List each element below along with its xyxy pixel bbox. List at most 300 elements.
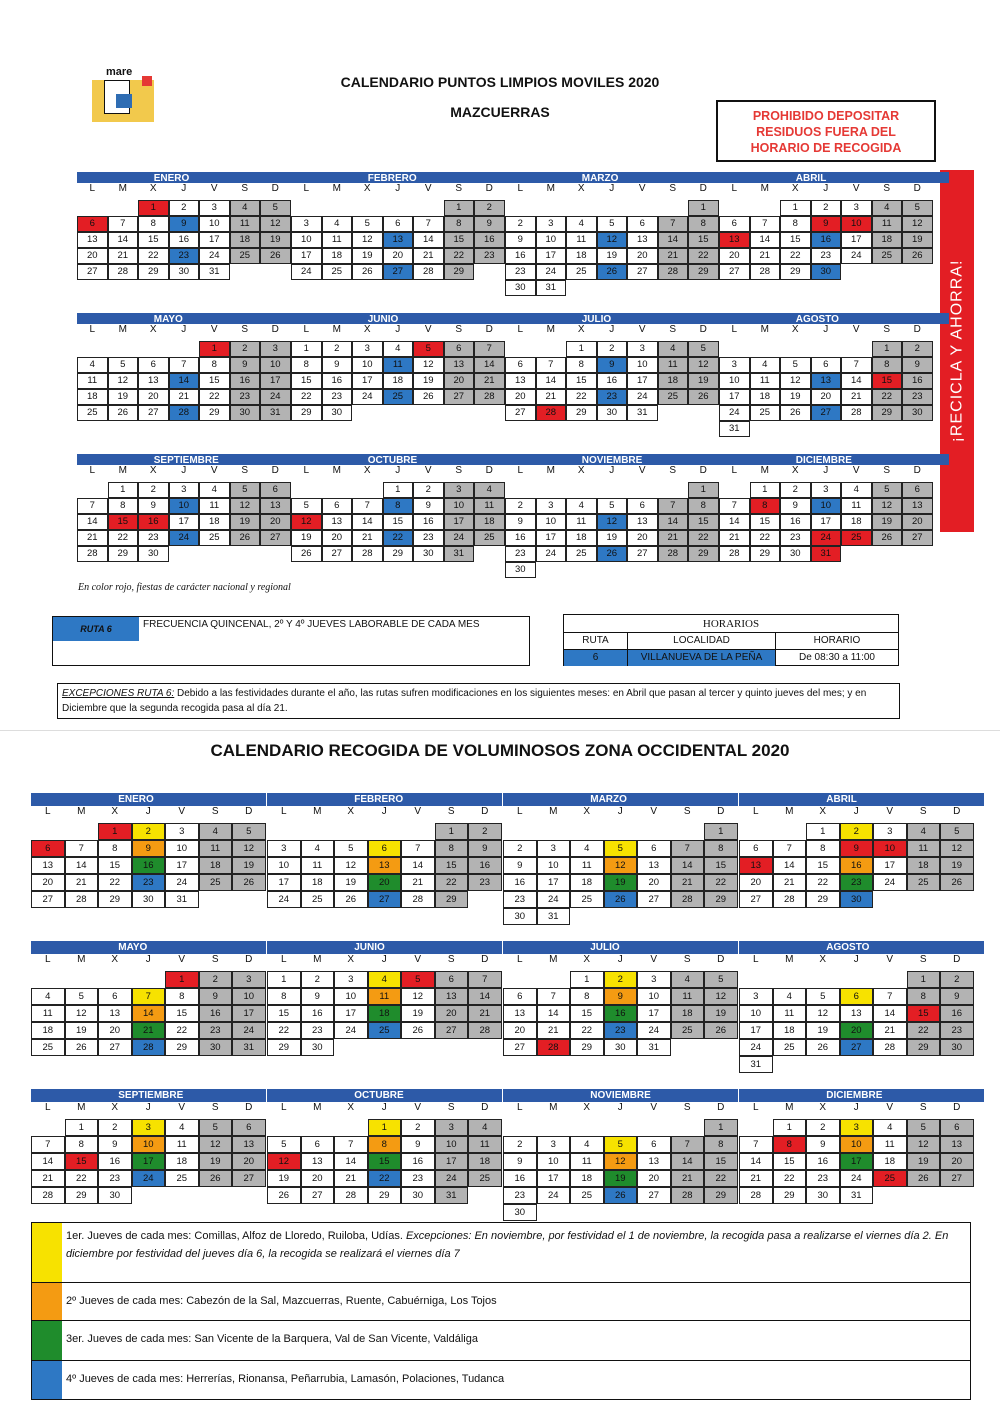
day-cell: 18 (165, 1153, 199, 1170)
day-cell: 27 (637, 891, 671, 908)
day-cell: 5 (597, 216, 628, 232)
day-cell: 3 (841, 200, 872, 216)
weekday-header: L (517, 465, 524, 476)
day-cell: 14 (31, 1153, 65, 1170)
day-cell: 12 (108, 373, 139, 389)
weekday-header: M (546, 183, 555, 194)
day-cell: 24 (291, 264, 322, 280)
day-cell: 9 (474, 216, 505, 232)
day-cell: 16 (503, 1170, 537, 1187)
day-cell: 18 (750, 389, 781, 405)
day-cell: 11 (750, 373, 781, 389)
day-cell: 12 (291, 514, 322, 530)
day-cell: 14 (352, 514, 383, 530)
weekday-header: L (303, 324, 310, 335)
month-name: FEBRERO (354, 794, 404, 805)
day-cell: 11 (566, 514, 597, 530)
weekday-header: L (44, 806, 51, 817)
day-cell: 30 (597, 405, 628, 421)
day-cell: 2 (505, 216, 536, 232)
day-cell: 3 (199, 200, 230, 216)
day-cell: 28 (719, 546, 750, 562)
day-cell: 3 (260, 341, 291, 357)
day-cell: 29 (98, 891, 132, 908)
day-cell: 13 (444, 357, 475, 373)
day-cell: 15 (704, 857, 738, 874)
legend-swatch-orange (32, 1283, 62, 1320)
day-cell: 29 (383, 546, 414, 562)
day-cell: 11 (474, 498, 505, 514)
day-cell: 29 (165, 1039, 199, 1056)
day-cell: 21 (468, 1005, 502, 1022)
day-cell: 31 (199, 264, 230, 280)
day-cell: 1 (773, 1119, 807, 1136)
day-cell: 20 (505, 389, 536, 405)
weekday-header: X (791, 183, 799, 194)
day-cell: 8 (65, 1136, 99, 1153)
day-cell: 26 (352, 264, 383, 280)
day-cell: 25 (301, 891, 335, 908)
day-cell: 25 (474, 530, 505, 546)
day-cell: 4 (773, 988, 807, 1005)
day-cell: 21 (671, 1170, 705, 1187)
day-cell: 12 (597, 514, 628, 530)
day-cell: 12 (872, 498, 903, 514)
weekday-header: J (609, 183, 615, 194)
day-cell: 21 (334, 1170, 368, 1187)
month-bar (31, 941, 266, 954)
day-cell: 13 (31, 857, 65, 874)
day-cell: 19 (872, 514, 903, 530)
day-cell: 25 (570, 891, 604, 908)
day-cell: 9 (401, 1136, 435, 1153)
day-cell: 26 (940, 874, 974, 891)
day-cell: 20 (138, 389, 169, 405)
day-cell: 7 (719, 498, 750, 514)
day-cell: 11 (658, 357, 689, 373)
day-cell: 15 (291, 373, 322, 389)
weekday-header: J (381, 806, 387, 817)
weekday-header: D (913, 324, 921, 335)
day-cell: 23 (940, 1022, 974, 1039)
day-cell: 30 (230, 405, 261, 421)
weekday-header: L (517, 183, 524, 194)
weekday-header: M (760, 465, 769, 476)
weekday-header: J (853, 954, 859, 965)
day-cell: 5 (230, 482, 261, 498)
day-cell: 5 (413, 341, 444, 357)
day-cell: 22 (704, 1170, 738, 1187)
day-cell: 16 (505, 530, 536, 546)
day-cell: 28 (750, 264, 781, 280)
day-cell: 7 (468, 971, 502, 988)
weekday-header: S (447, 806, 455, 817)
day-cell: 9 (413, 498, 444, 514)
legend-swatch-blue (32, 1361, 62, 1399)
weekday-header: X (819, 1102, 827, 1113)
day-cell: 27 (98, 1039, 132, 1056)
day-cell: 11 (907, 840, 941, 857)
day-cell: 30 (505, 562, 536, 578)
day-cell: 7 (671, 1136, 705, 1153)
day-cell: 28 (873, 1039, 907, 1056)
weekday-header: L (89, 324, 96, 335)
day-cell: 6 (368, 840, 402, 857)
day-cell: 11 (368, 988, 402, 1005)
day-cell: 2 (503, 840, 537, 857)
day-cell: 26 (260, 248, 291, 264)
weekday-header: J (617, 1102, 623, 1113)
weekday-header: S (883, 183, 891, 194)
day-cell: 6 (637, 1136, 671, 1153)
day-cell: 17 (199, 232, 230, 248)
day-cell: 10 (132, 1136, 166, 1153)
day-cell: 5 (334, 840, 368, 857)
day-cell: 20 (940, 1153, 974, 1170)
weekday-header: M (785, 954, 794, 965)
weekday-header: V (638, 465, 646, 476)
weekday-header: X (577, 183, 585, 194)
day-cell: 23 (468, 874, 502, 891)
day-cell: 24 (267, 891, 301, 908)
day-cell: 7 (401, 840, 435, 857)
day-cell: 21 (401, 874, 435, 891)
day-cell: 7 (169, 357, 200, 373)
weekday-header: M (549, 954, 558, 965)
day-cell: 8 (199, 357, 230, 373)
day-cell: 3 (536, 216, 567, 232)
day-cell: 12 (230, 498, 261, 514)
day-cell: 15 (570, 1005, 604, 1022)
day-cell: 31 (435, 1187, 469, 1204)
day-cell: 15 (383, 514, 414, 530)
weekday-header: J (381, 954, 387, 965)
weekday-header: L (516, 954, 523, 965)
day-cell: 13 (368, 857, 402, 874)
weekday-header: M (332, 324, 341, 335)
day-cell: 16 (169, 232, 200, 248)
day-cell: 5 (597, 498, 628, 514)
weekday-header: J (609, 324, 615, 335)
day-cell: 16 (811, 232, 842, 248)
weekday-header: V (178, 954, 186, 965)
weekday-header: J (395, 324, 401, 335)
day-cell: 10 (537, 857, 571, 874)
day-cell: 1 (780, 200, 811, 216)
day-cell: 19 (806, 1022, 840, 1039)
weekday-header: J (617, 806, 623, 817)
day-cell: 5 (604, 840, 638, 857)
day-cell: 20 (368, 874, 402, 891)
day-cell: 23 (230, 389, 261, 405)
weekday-header: L (517, 324, 524, 335)
day-cell: 22 (291, 389, 322, 405)
month-bar (31, 793, 266, 806)
day-cell: 12 (688, 357, 719, 373)
day-cell: 27 (138, 405, 169, 421)
day-cell: 2 (604, 971, 638, 988)
day-cell: 23 (474, 248, 505, 264)
day-cell: 26 (688, 389, 719, 405)
day-cell: 26 (806, 1039, 840, 1056)
day-cell: 21 (719, 530, 750, 546)
day-cell: 25 (165, 1170, 199, 1187)
day-cell: 6 (637, 840, 671, 857)
day-cell: 10 (291, 232, 322, 248)
day-cell: 1 (570, 971, 604, 988)
day-cell: 20 (811, 389, 842, 405)
month-bar (267, 793, 502, 806)
day-cell: 28 (31, 1187, 65, 1204)
weekday-header: X (347, 954, 355, 965)
day-cell: 12 (940, 840, 974, 857)
day-cell: 14 (873, 1005, 907, 1022)
day-cell: 19 (108, 389, 139, 405)
day-cell: 27 (503, 1039, 537, 1056)
day-cell: 15 (773, 1153, 807, 1170)
day-cell: 12 (413, 357, 444, 373)
day-cell: 23 (840, 874, 874, 891)
weekday-header: X (363, 324, 371, 335)
col-ruta-header: RUTA (564, 633, 628, 650)
day-cell: 21 (537, 1022, 571, 1039)
day-cell: 26 (230, 530, 261, 546)
day-cell: 22 (570, 1022, 604, 1039)
day-cell: 9 (199, 988, 233, 1005)
day-cell: 8 (688, 498, 719, 514)
legend (31, 1222, 971, 1400)
day-cell: 16 (401, 1153, 435, 1170)
day-cell: 21 (474, 373, 505, 389)
weekday-header: L (44, 954, 51, 965)
day-cell: 23 (169, 248, 200, 264)
day-cell: 4 (658, 341, 689, 357)
day-cell: 28 (773, 891, 807, 908)
day-cell: 23 (811, 248, 842, 264)
day-cell: 23 (505, 546, 536, 562)
day-cell: 21 (841, 389, 872, 405)
day-cell: 29 (907, 1039, 941, 1056)
day-cell: 19 (401, 1005, 435, 1022)
day-cell: 5 (232, 823, 266, 840)
day-cell: 18 (570, 1170, 604, 1187)
day-cell: 18 (31, 1022, 65, 1039)
weekday-header: M (785, 806, 794, 817)
day-cell: 3 (334, 971, 368, 988)
day-cell: 17 (637, 1005, 671, 1022)
day-cell: 17 (169, 514, 200, 530)
weekday-header: V (178, 1102, 186, 1113)
day-cell: 1 (291, 341, 322, 357)
day-cell: 19 (65, 1022, 99, 1039)
weekday-header: V (650, 806, 658, 817)
day-cell: 20 (719, 248, 750, 264)
day-cell: 11 (199, 498, 230, 514)
weekday-header: J (381, 1102, 387, 1113)
legend-2: 2º Jueves de cada mes: Cabezón de la Sal, Mazcuerras, Ruente, Cabuérniga, Los Tojos (66, 1295, 497, 1307)
day-cell: 6 (138, 357, 169, 373)
day-cell: 13 (98, 1005, 132, 1022)
day-cell: 27 (383, 264, 414, 280)
day-cell: 18 (841, 514, 872, 530)
day-cell: 12 (267, 1153, 301, 1170)
day-cell: 4 (566, 216, 597, 232)
weekday-header: V (650, 1102, 658, 1113)
day-cell: 27 (840, 1039, 874, 1056)
day-cell: 28 (536, 405, 567, 421)
day-cell: 6 (503, 988, 537, 1005)
day-cell: 6 (627, 216, 658, 232)
weekday-header: D (717, 1102, 725, 1113)
day-cell: 28 (77, 546, 108, 562)
day-cell: 12 (902, 216, 933, 232)
weekday-header: D (271, 324, 279, 335)
day-cell: 14 (658, 514, 689, 530)
weekday-header: D (245, 806, 253, 817)
day-cell: 2 (597, 341, 628, 357)
day-cell: 6 (719, 216, 750, 232)
day-cell: 19 (597, 530, 628, 546)
day-cell: 18 (671, 1005, 705, 1022)
day-cell: 9 (505, 232, 536, 248)
day-cell: 8 (267, 988, 301, 1005)
day-cell: 29 (199, 405, 230, 421)
weekday-header: X (791, 465, 799, 476)
day-cell: 4 (383, 341, 414, 357)
day-cell: 6 (940, 1119, 974, 1136)
day-cell: 14 (334, 1153, 368, 1170)
day-cell: 17 (260, 373, 291, 389)
weekday-header: X (577, 324, 585, 335)
day-cell: 27 (435, 1022, 469, 1039)
month-name: ENERO (153, 173, 190, 184)
day-cell: 1 (165, 971, 199, 988)
weekday-header: M (77, 1102, 86, 1113)
weekday-header: J (181, 465, 187, 476)
day-cell: 23 (806, 1170, 840, 1187)
day-cell: 26 (199, 1170, 233, 1187)
weekday-header: V (424, 324, 432, 335)
day-cell: 13 (637, 857, 671, 874)
day-cell: 15 (368, 1153, 402, 1170)
day-cell: 14 (773, 857, 807, 874)
day-cell: 24 (739, 1039, 773, 1056)
month-bar (739, 1089, 984, 1102)
day-cell: 9 (169, 216, 200, 232)
day-cell: 5 (291, 498, 322, 514)
day-cell: 4 (671, 971, 705, 988)
day-cell: 14 (658, 232, 689, 248)
ruta-label: RUTA 6 (53, 617, 139, 641)
day-cell: 12 (704, 988, 738, 1005)
day-cell: 21 (108, 248, 139, 264)
day-cell: 19 (232, 857, 266, 874)
day-cell: 27 (637, 1187, 671, 1204)
weekday-header: X (111, 954, 119, 965)
day-cell: 15 (688, 232, 719, 248)
day-cell: 29 (444, 264, 475, 280)
legend-swatch-green (32, 1321, 62, 1360)
day-cell: 6 (301, 1136, 335, 1153)
day-cell: 3 (169, 482, 200, 498)
day-cell: 7 (873, 988, 907, 1005)
day-cell: 14 (750, 232, 781, 248)
day-cell: 14 (468, 988, 502, 1005)
weekday-header: D (953, 1102, 961, 1113)
day-cell: 27 (31, 891, 65, 908)
month-name: SEPTIEMBRE (153, 455, 219, 466)
weekday-header: D (481, 1102, 489, 1113)
day-cell: 25 (368, 1022, 402, 1039)
day-cell: 20 (444, 373, 475, 389)
day-cell: 5 (907, 1119, 941, 1136)
day-cell: 10 (260, 357, 291, 373)
month-name: SEPTIEMBRE (118, 1090, 184, 1101)
day-cell: 31 (536, 280, 567, 296)
day-cell: 7 (31, 1136, 65, 1153)
month-bar (267, 941, 502, 954)
day-cell: 2 (811, 200, 842, 216)
day-cell: 19 (940, 857, 974, 874)
day-cell: 6 (739, 840, 773, 857)
day-cell: 10 (739, 1005, 773, 1022)
day-cell: 29 (750, 546, 781, 562)
month-name: FEBRERO (367, 173, 417, 184)
day-cell: 18 (873, 1153, 907, 1170)
day-cell: 5 (352, 216, 383, 232)
day-cell: 27 (77, 264, 108, 280)
day-cell: 2 (413, 482, 444, 498)
day-cell: 10 (334, 988, 368, 1005)
day-cell: 7 (536, 357, 567, 373)
day-cell: 6 (98, 988, 132, 1005)
weekday-header: S (883, 465, 891, 476)
day-cell: 12 (907, 1136, 941, 1153)
day-cell: 18 (230, 232, 261, 248)
day-cell: 24 (165, 874, 199, 891)
day-cell: 4 (230, 200, 261, 216)
day-cell: 21 (671, 874, 705, 891)
day-cell: 10 (199, 216, 230, 232)
day-cell: 1 (199, 341, 230, 357)
day-cell: 10 (873, 840, 907, 857)
day-cell: 24 (435, 1170, 469, 1187)
weekday-header: S (919, 806, 927, 817)
day-cell: 15 (780, 232, 811, 248)
day-cell: 6 (322, 498, 353, 514)
day-cell: 3 (444, 482, 475, 498)
day-cell: 7 (841, 357, 872, 373)
day-cell: 26 (291, 546, 322, 562)
day-cell: 10 (627, 357, 658, 373)
day-cell: 20 (637, 874, 671, 891)
day-cell: 12 (604, 857, 638, 874)
weekday-header: X (347, 1102, 355, 1113)
weekday-header: S (447, 1102, 455, 1113)
day-cell: 23 (505, 264, 536, 280)
day-cell: 17 (536, 248, 567, 264)
day-cell: 11 (872, 216, 903, 232)
day-cell: 24 (536, 546, 567, 562)
day-cell: 28 (334, 1187, 368, 1204)
day-cell: 9 (597, 357, 628, 373)
weekday-header: L (516, 806, 523, 817)
day-cell: 25 (873, 1170, 907, 1187)
warning-line: RESIDUOS FUERA DEL (756, 125, 896, 139)
weekday-header: D (245, 1102, 253, 1113)
day-cell: 19 (291, 530, 322, 546)
day-cell: 7 (77, 498, 108, 514)
